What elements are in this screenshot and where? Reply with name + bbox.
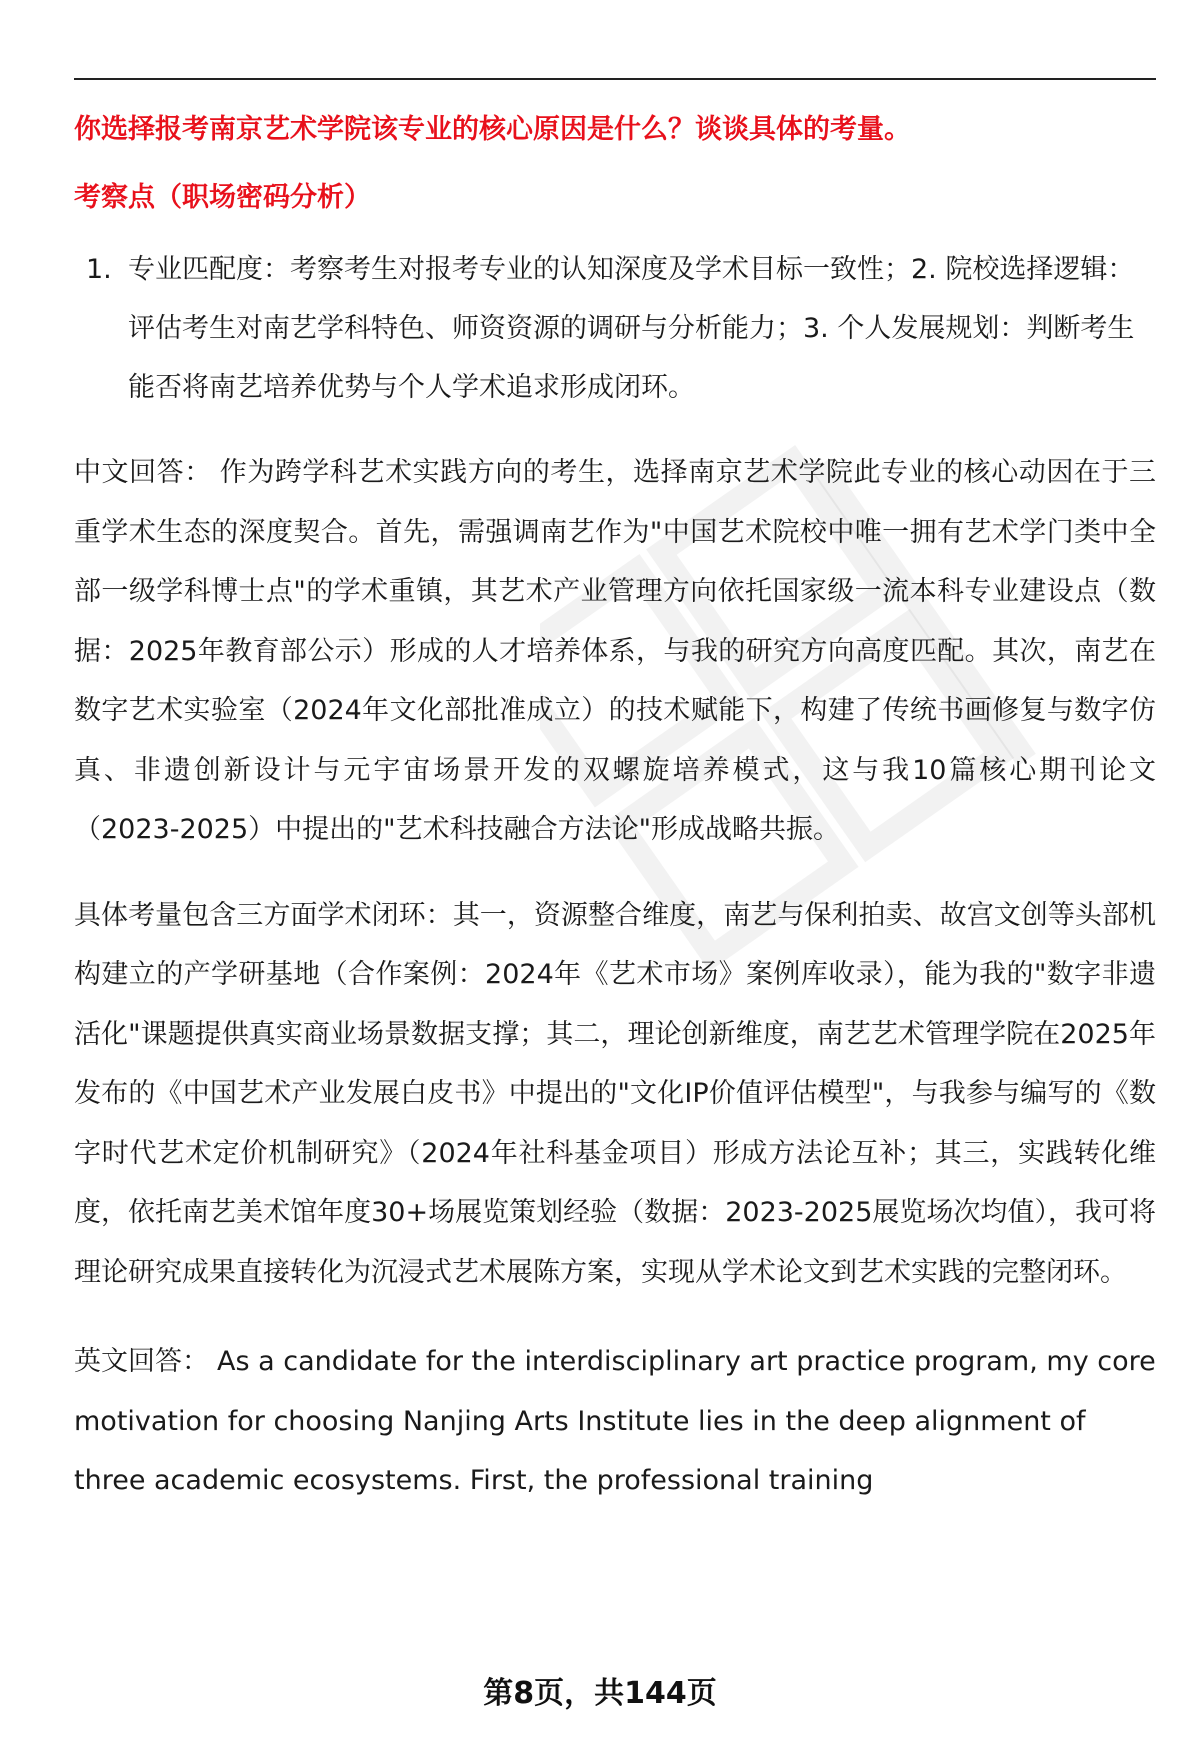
- chinese-answer-label: 中文回答：: [74, 457, 212, 488]
- main-content: [74, 100, 1156, 1511]
- chinese-answer-text: 作为跨学科艺术实践方向的考生，选择南京艺术学院此专业的核心动因在于三重学术生态的深度契合。首先，需强调南艺作为"中国艺术院校中唯一拥有艺术学门类中全部一级学科博士点"的学术重镇，其艺术产业管理方向依托国家级一流本科专业建设点（数据：2025年教育部公示）形成的人才培养体系，与我的研究方向高度匹配。其次，南艺在数字艺术实验室（2024年文化部批准成立）的技术赋能下，构建了传统书画修复与数字仿真、非遗创新设计与元宇宙场景开发的双螺旋培养模式，这与我10篇核心期刊论文（2023-2025）中提出的"艺术科技融合方法论"形成战略共振。: [74, 457, 1157, 845]
- question-heading: 你选择报考南京艺术学院该专业的核心原因是什么？谈谈具体的考量。: [74, 114, 911, 145]
- considerations-paragraph: 具体考量包含三方面学术闭环：其一，资源整合维度，南艺与保利拍卖、故宫文创等头部机构建立的产学研基地（合作案例：2024年《艺术市场》案例库收录），能为我的"数字非遗活化"课题提供真实商业场景数据支撑；其二，理论创新维度，南艺艺术管理学院在2025年发布的《中国艺术产业发展白皮书》中提出的"文化IP价值评估模型"，与我参与编写的《数字时代艺术定价机制研究》（2024年社科基金项目）形成方法论互补；其三，实践转化维度，依托南艺美术馆年度30+场展览策划经验（数据：2023-2025展览场次均值），我可将理论研究成果直接转化为沉浸式艺术展陈方案，实现从学术论文到艺术实践的完整闭环。: [74, 899, 1156, 1288]
- english-answer-label: 英文回答：: [74, 1346, 209, 1377]
- chinese-answer-paragraph: [74, 443, 1156, 860]
- english-answer-text: As a candidate for the interdisciplinary art practice program, my core motivation for choosing Nanjing Arts Institute lies in the deep alignment of three academic ecosystems. First, the professional training: [74, 1346, 1156, 1496]
- list-number: 1.: [86, 254, 112, 285]
- english-answer-paragraph: [74, 1332, 1156, 1511]
- page-number: 第8页，共144页: [483, 1676, 717, 1711]
- assessment-points: [74, 240, 1156, 417]
- assessment-points-text: 专业匹配度：考察考生对报考专业的认知深度及学术目标一致性；2. 院校选择逻辑：评估考生对南艺学科特色、师资资源的调研与分析能力；3. 个人发展规划：判断考生能否将南艺培养优势与个人学术追求形成闭环。: [128, 254, 1135, 403]
- header-divider: [74, 78, 1156, 80]
- section-heading: 考察点（职场密码分析）: [74, 182, 371, 213]
